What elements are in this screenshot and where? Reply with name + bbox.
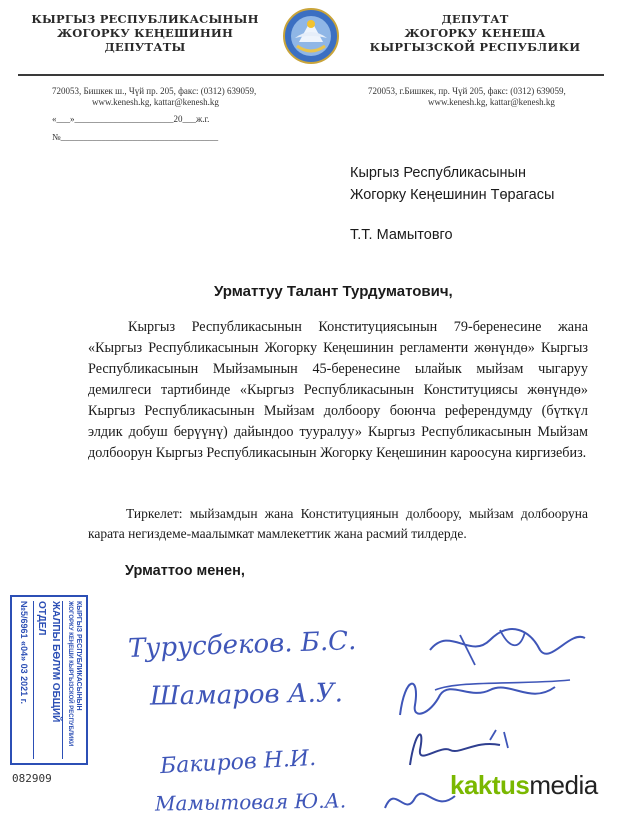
header-left: [30, 12, 260, 54]
attachment-note: Тиркелет: мыйзамдын жана Конституциянын долбоору, мыйзам долбооруна карата негиздеме-маалымкат мамлекеттик жана расмий тилдерде.: [88, 506, 588, 541]
stamp-line-3: ЖАЛПЫ БӨЛҮМ ОБЩИЙ ОТДЕЛ: [33, 601, 63, 759]
addressee-name: Т.Т. Мамытовго: [350, 227, 453, 243]
header-right-line-3: КЫРГЫЗСКОЙ РЕСПУБЛИКИ: [369, 40, 581, 54]
signature-name-1: Турусбеков. Б.С.: [127, 626, 357, 664]
left-address: [52, 86, 292, 108]
header-left-line-3: ДЕПУТАТЫ: [104, 40, 186, 54]
watermark-part-1: kaktus: [450, 770, 530, 800]
header-left-line-2: ЖОГОРКУ КЕҢЕШИНИН: [56, 26, 234, 40]
stamp-line-1: КЫРГЫЗ РЕСПУБЛИКАСЫНЫН: [75, 601, 82, 711]
header-left-line-1: КЫРГЫЗ РЕСПУБЛИКАСЫНЫН: [31, 12, 259, 26]
signature-name-3: Бакиров Н.И.: [159, 745, 317, 780]
addressee-line-1: Кыргыз Республикасынын: [350, 165, 526, 181]
letter-body: Кыргыз Республикасынын Конституциясынын 79-беренесине жана «Кыргыз Республикасынын Жогорку Кеңешинин регламенти жөнүндө» Кыргыз Республикасынын Мыйзамынын 45-беренесине ылайык мыйзам чыгаруу демилгеси тартибинде «Кыргыз Республикасынын Конституциясы жөнүндө» Кыргыз Республикасынын Мыйзам долбоору боюнча референдумду (бүткүл элдик добуш берүүнү) дайындоо тууралуу» Кыргыз Республикасынын Мыйзам долбоорун Кыргыз Республикасынын Жогорку Кеңешинин кароосуна киргизебиз.: [88, 319, 588, 461]
emblem-icon: [283, 8, 339, 64]
addressee-block: [350, 162, 600, 246]
signature-mark-4: [380, 778, 460, 818]
signature-name-4: Мамытовая Ю.А.: [154, 788, 347, 816]
document-number: 082909: [12, 772, 52, 785]
signature-name-2: Шамаров А.У.: [149, 678, 344, 712]
left-address-line-1: 720053, Бишкек ш., Чүй пр. 205, факс: (0312) 639059,: [52, 86, 257, 96]
header-right-line-1: ДЕПУТАТ: [441, 12, 509, 26]
header-divider: [18, 74, 604, 76]
closing: Урматтоо менен,: [125, 563, 245, 579]
greeting: Урматтуу Талант Турдуматович,: [214, 283, 453, 300]
date-line: «___»______________________20___ж.г.: [52, 114, 210, 124]
signature-mark-2: [380, 665, 580, 725]
signature-mark-3: [380, 720, 520, 770]
right-address-line-2: www.kenesh.kg, kattar@kenesh.kg: [428, 97, 555, 107]
registration-stamp: [10, 595, 88, 765]
left-address-line-2: www.kenesh.kg, kattar@kenesh.kg: [92, 97, 219, 107]
signature-mark-1: [420, 620, 590, 670]
addressee-line-2: Жогорку Кеңешинин Төрагасы: [350, 187, 555, 203]
header-right: [360, 12, 590, 54]
right-address-line-1: 720053, г.Бишкек, пр. Чүй 205, факс: (0312) 639059,: [368, 86, 566, 96]
right-address: [368, 86, 608, 108]
number-line: №___________________________________: [52, 132, 219, 142]
header-right-line-2: ЖОГОРКУ КЕНЕША: [404, 26, 546, 40]
watermark-logo: [450, 770, 598, 801]
stamp-number: №5/6961 «04» 03 2021 г.: [19, 601, 29, 704]
stamp-line-2: ЖОГОРКУ КЕҢЕШИ КЫРГЫЗСКОЙ РЕСПУБЛИКИ: [67, 601, 73, 747]
watermark-part-2: media: [529, 770, 598, 800]
